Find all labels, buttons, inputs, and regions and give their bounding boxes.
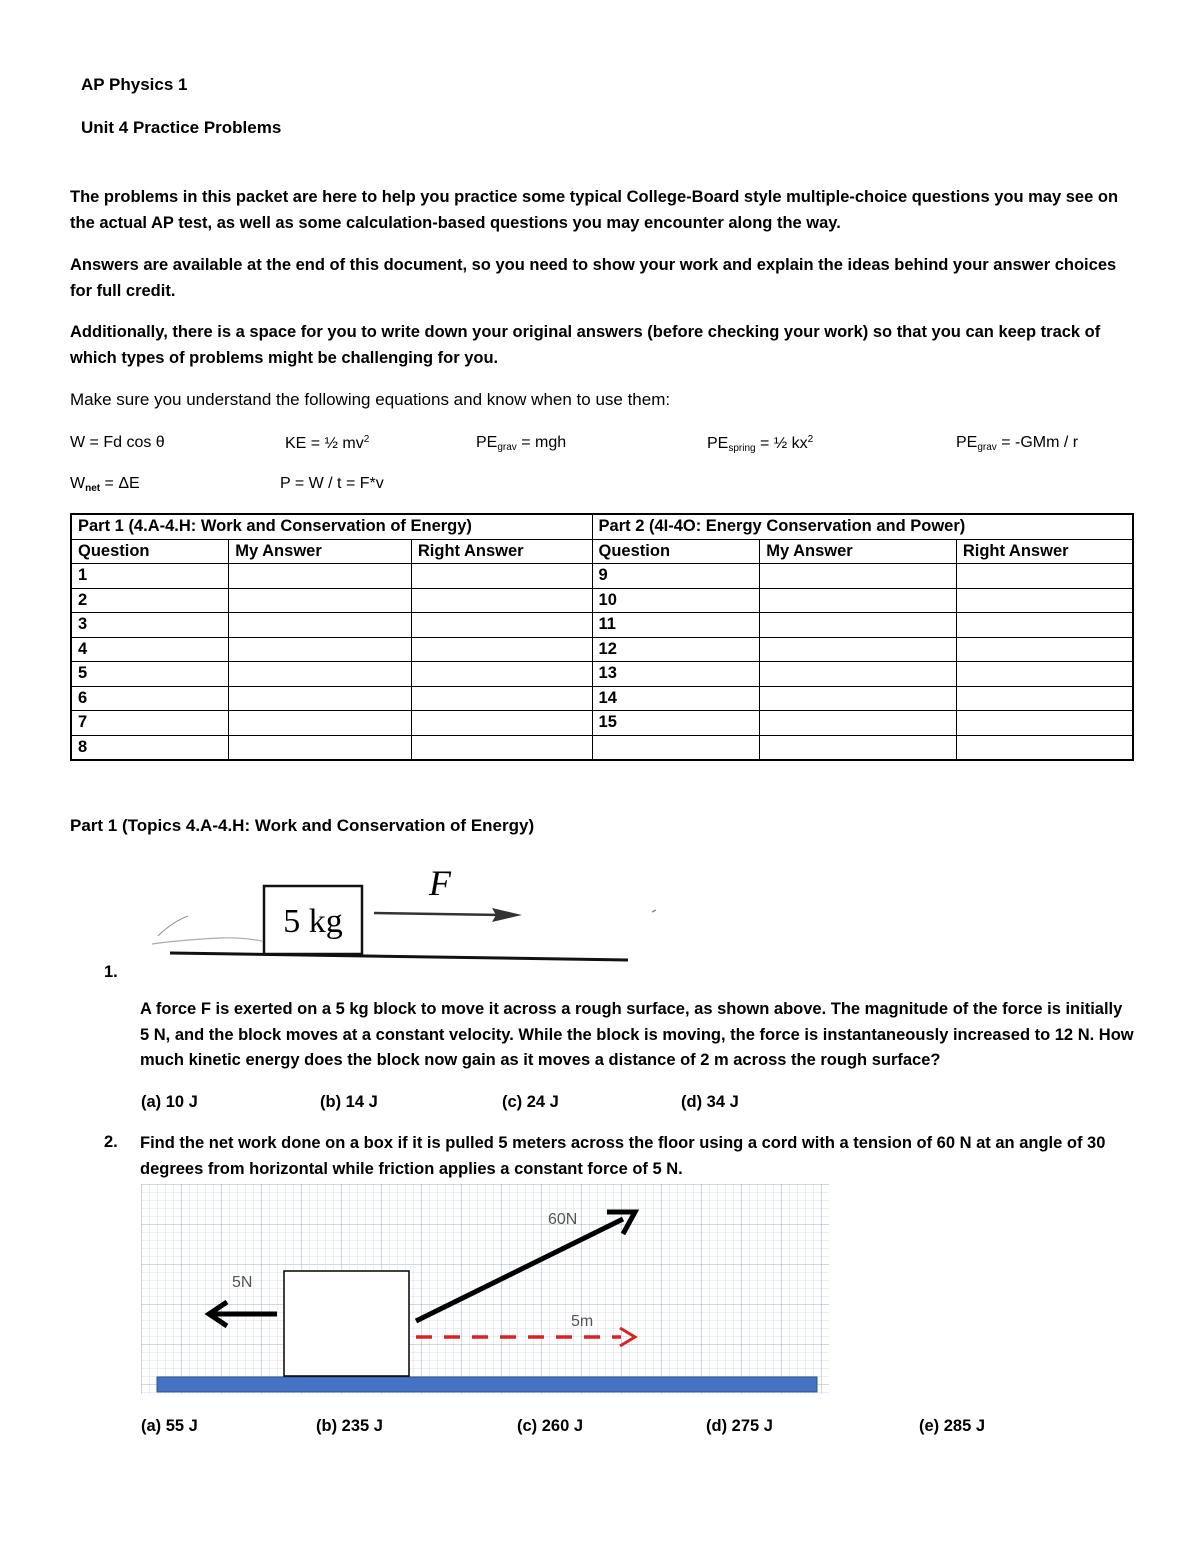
right-answer-cell[interactable] (956, 735, 1133, 760)
displacement-label: 5m (571, 1313, 594, 1330)
sketch-mark (158, 916, 188, 936)
header-my-answer: My Answer (760, 539, 957, 564)
table-row (71, 735, 1133, 760)
equation-pe-spring: $PE_{spring}$ = ½ $kx^2$ (707, 434, 814, 454)
q2-choice-b: (b) 235 J (316, 1417, 383, 1435)
intro-paragraph-2: Answers are available at the end of this document, so you need to show your work and explain the ideas behind your answer choices for full credit. (70, 256, 1117, 300)
block-label: 5 kg (283, 903, 343, 940)
my-answer-cell[interactable] (229, 686, 412, 711)
right-answer-cell[interactable] (411, 564, 592, 589)
right-answer-cell[interactable] (411, 613, 592, 638)
table-row (71, 662, 1133, 687)
equation-work: W = Fd cos θ (70, 434, 165, 451)
my-answer-cell[interactable] (760, 735, 957, 760)
header-right-answer: Right Answer (411, 539, 592, 564)
table-header-row (71, 539, 1133, 564)
unit-title: Unit 4 Practice Problems (81, 118, 282, 137)
question-number-cell (592, 735, 760, 760)
my-answer-cell[interactable] (229, 662, 412, 687)
q1-choice-d: (d) 34 J (681, 1093, 739, 1111)
my-answer-cell[interactable] (760, 711, 957, 736)
header-my-answer: My Answer (229, 539, 412, 564)
my-answer-cell[interactable] (760, 637, 957, 662)
part1-heading: Part 1 (Topics 4.A-4.H: Work and Conservation of Energy) (70, 816, 535, 835)
force-arrowhead (492, 908, 522, 922)
my-answer-cell[interactable] (229, 735, 412, 760)
part2-table-title: Part 2 (4I-4O: Energy Conservation and Power) (592, 514, 1133, 539)
question-number-cell: 13 (592, 662, 760, 687)
my-answer-cell[interactable] (229, 711, 412, 736)
question-number-cell: 3 (71, 613, 229, 638)
equation-pe-grav: $PE_{grav}$ = mgh (476, 434, 567, 453)
question-2-number: 2. (104, 1133, 118, 1151)
table-row (71, 637, 1133, 662)
equation-net-work: $W_{net} = \Delta E$ (70, 475, 140, 494)
right-answer-cell[interactable] (411, 662, 592, 687)
question-number-cell: 14 (592, 686, 760, 711)
sketch-mark (652, 910, 656, 912)
table-row (71, 588, 1133, 613)
my-answer-cell[interactable] (229, 588, 412, 613)
right-answer-cell[interactable] (956, 588, 1133, 613)
equation-pe-grav-universal: $PE_{grav} = -GMm / r$ (956, 434, 1079, 453)
my-answer-cell[interactable] (760, 686, 957, 711)
right-answer-cell[interactable] (411, 686, 592, 711)
tension-label: 60N (548, 1211, 578, 1228)
question-1-number: 1. (104, 963, 118, 981)
question-number-cell: 12 (592, 637, 760, 662)
q2-choice-a: (a) 55 J (141, 1417, 198, 1435)
question-number-cell: 8 (71, 735, 229, 760)
header-question: Question (592, 539, 760, 564)
sketch-mark (152, 938, 262, 944)
block-force-figure (150, 860, 670, 970)
q1-choice-a: (a) 10 J (141, 1093, 198, 1111)
question-number-cell: 2 (71, 588, 229, 613)
right-answer-cell[interactable] (411, 588, 592, 613)
my-answer-cell[interactable] (760, 613, 957, 638)
table-row (71, 613, 1133, 638)
question-number-cell: 1 (71, 564, 229, 589)
my-answer-cell[interactable] (229, 613, 412, 638)
my-answer-cell[interactable] (760, 564, 957, 589)
q1-choice-c: (c) 24 J (502, 1093, 559, 1111)
table-title-row (71, 514, 1133, 539)
equation-kinetic-energy: KE = ½ $mv^2$ (285, 434, 370, 452)
question-number-cell: 6 (71, 686, 229, 711)
question-number-cell: 11 (592, 613, 760, 638)
box-forces-figure (141, 1184, 831, 1396)
right-answer-cell[interactable] (411, 711, 592, 736)
table-row (71, 564, 1133, 589)
right-answer-cell[interactable] (956, 662, 1133, 687)
right-answer-cell[interactable] (956, 613, 1133, 638)
question-number-cell: 10 (592, 588, 760, 613)
my-answer-cell[interactable] (760, 662, 957, 687)
question-1-text: A force F is exerted on a 5 kg block to move it across a rough surface, as shown above. The magnitude of the force is initially 5 N, and the block moves at a constant velocity. While the block is moving, the force is instantaneously increased to 12 N. How much kinetic energy does the block now gain as it moves a distance of 2 m across the rough surface? (140, 1000, 1134, 1069)
friction-label: 5N (232, 1274, 253, 1291)
table-row (71, 711, 1133, 736)
force-arrow (374, 913, 502, 915)
question-number-cell: 7 (71, 711, 229, 736)
intro-paragraph-1: The problems in this packet are here to help you practice some typical College-Board style multiple-choice questions you may see on the actual AP test, as well as some calculation-based questions you may encounter along the way. (70, 188, 1119, 232)
q2-choice-d: (d) 275 J (706, 1417, 773, 1435)
equations-intro: Make sure you understand the following equations and know when to use them: (70, 390, 671, 409)
force-label: F (429, 863, 451, 903)
right-answer-cell[interactable] (956, 564, 1133, 589)
ground-surface (170, 953, 628, 960)
my-answer-cell[interactable] (760, 588, 957, 613)
header-question: Question (71, 539, 229, 564)
right-answer-cell[interactable] (956, 711, 1133, 736)
my-answer-cell[interactable] (229, 637, 412, 662)
q2-choice-c: (c) 260 J (517, 1417, 584, 1435)
right-answer-cell[interactable] (956, 686, 1133, 711)
part1-table-title: Part 1 (4.A-4.H: Work and Conservation of Energy) (71, 514, 592, 539)
question-number-cell: 5 (71, 662, 229, 687)
question-2-text: Find the net work done on a box if it is pulled 5 meters across the floor using a cord with a tension of 60 N at an angle of 30 degrees from horizontal while friction applies a constant force of 5 N. (140, 1134, 1106, 1178)
question-number-cell: 4 (71, 637, 229, 662)
course-title: AP Physics 1 (81, 75, 188, 94)
equation-power: P = W / t = F*v (280, 475, 384, 492)
question-number-cell: 9 (592, 564, 760, 589)
q2-choice-e: (e) 285 J (919, 1417, 986, 1435)
floor-bar (157, 1377, 817, 1392)
question-number-cell: 15 (592, 711, 760, 736)
right-answer-cell[interactable] (411, 637, 592, 662)
right-answer-cell[interactable] (411, 735, 592, 760)
right-answer-cell[interactable] (956, 637, 1133, 662)
q1-choice-b: (b) 14 J (320, 1093, 378, 1111)
header-right-answer: Right Answer (956, 539, 1133, 564)
answer-summary-table (70, 513, 1134, 761)
table-row (71, 686, 1133, 711)
my-answer-cell[interactable] (229, 564, 412, 589)
box (284, 1271, 409, 1376)
intro-paragraph-3: Additionally, there is a space for you to write down your original answers (before checking your work) so that you can keep track of which types of problems might be challenging for you. (70, 323, 1101, 367)
